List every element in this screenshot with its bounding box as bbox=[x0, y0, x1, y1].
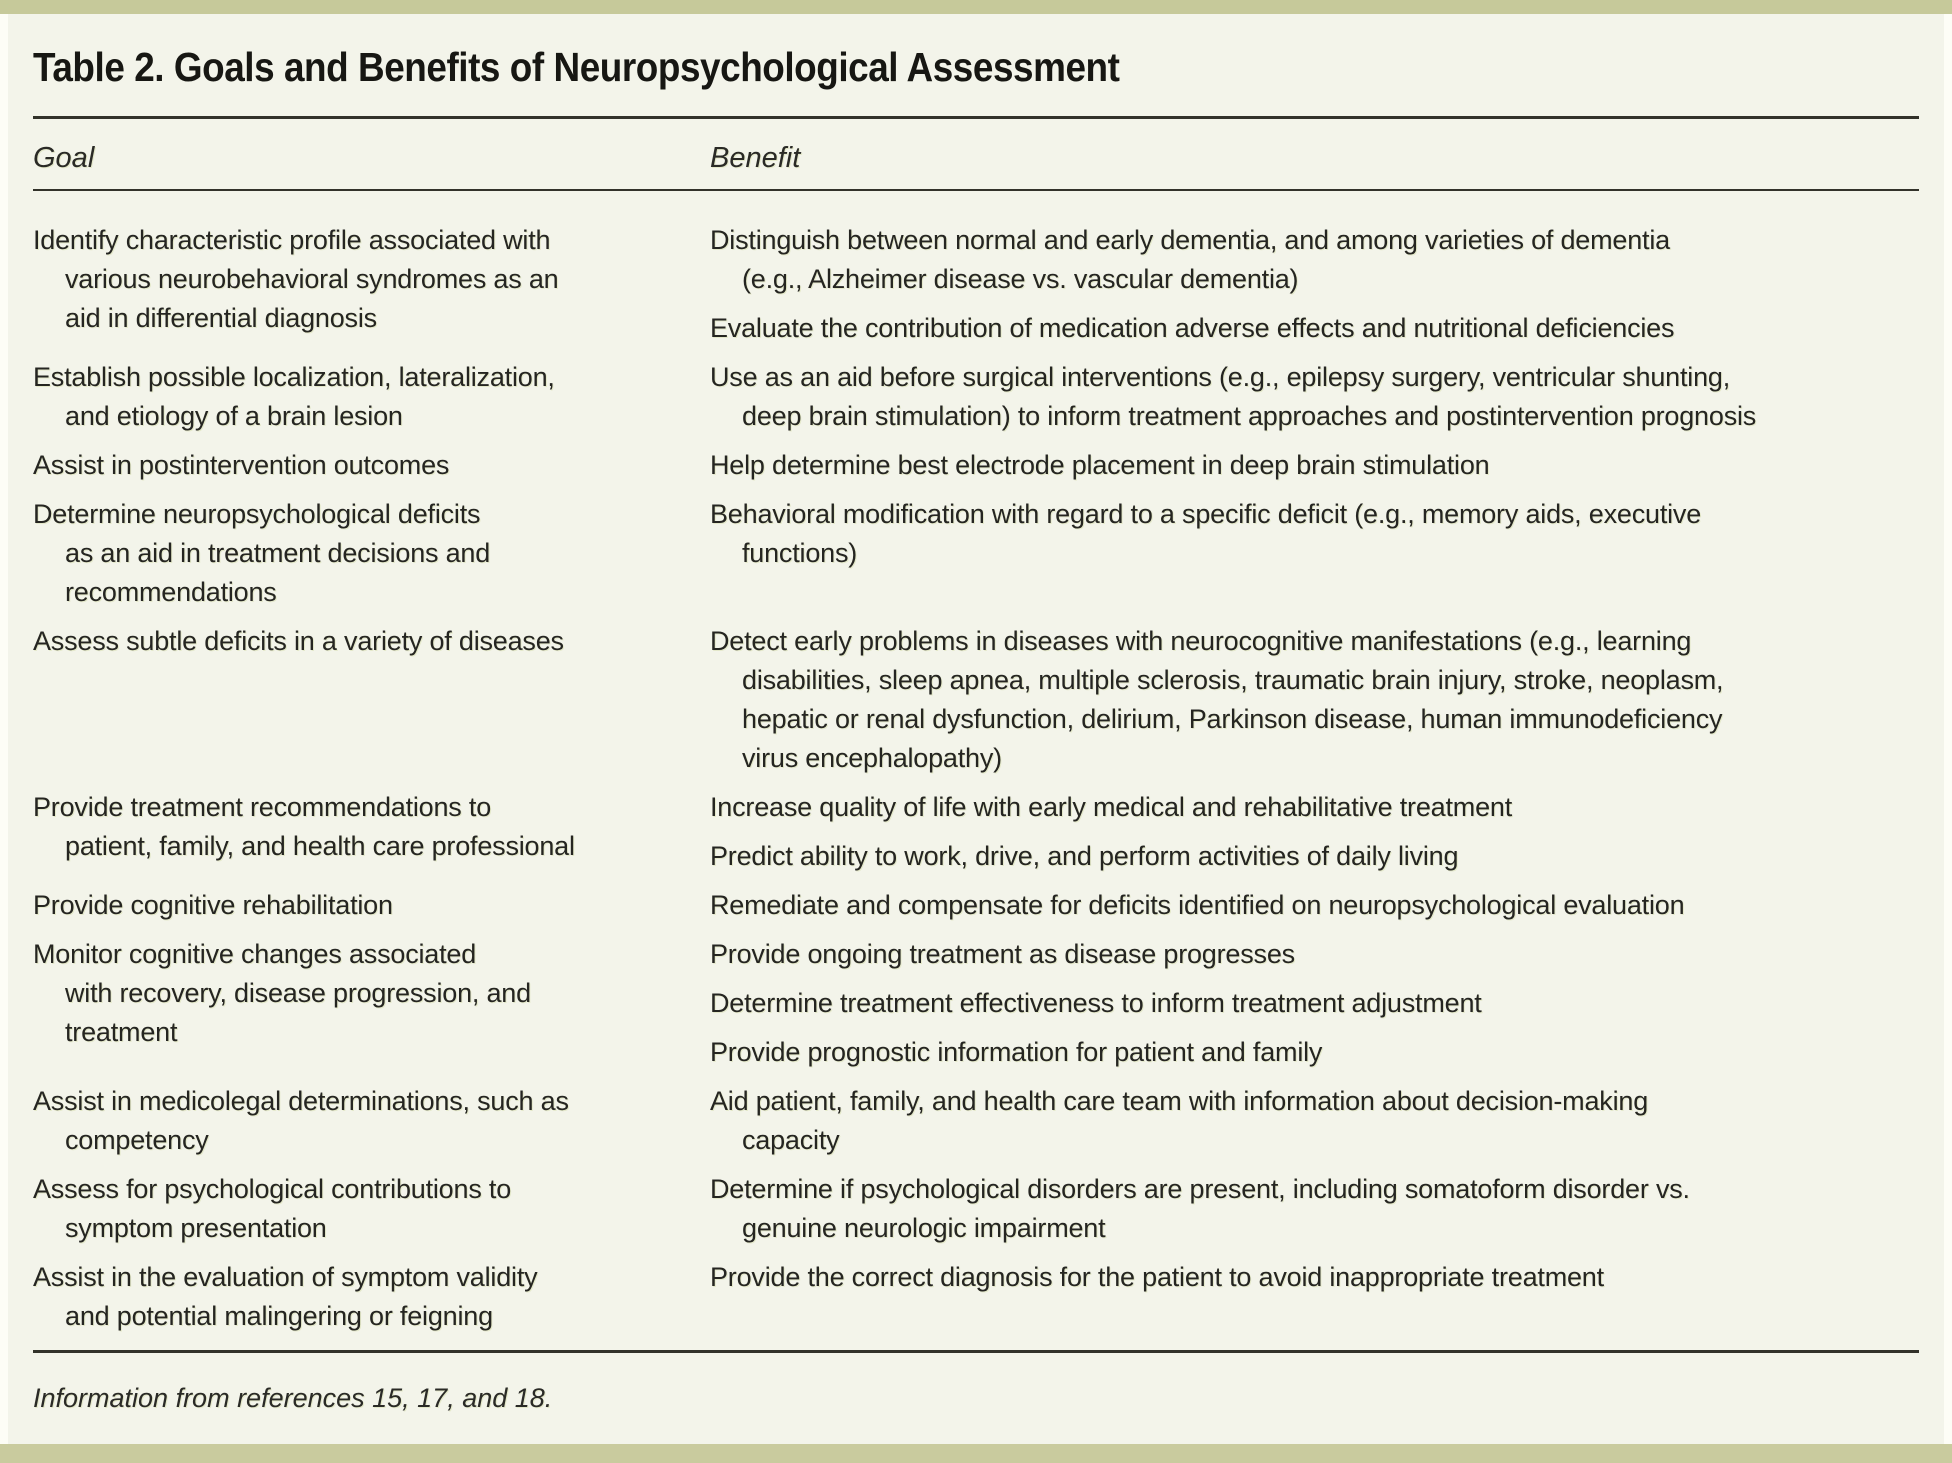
benefit-text bbox=[710, 1082, 1919, 1160]
goal-cell bbox=[33, 1170, 710, 1258]
text-line: Monitor cognitive changes associated bbox=[33, 939, 477, 969]
table-row bbox=[33, 1170, 1919, 1258]
text-line: Provide treatment recommendations to bbox=[33, 792, 492, 822]
text-line: Determine neuropsychological deficits bbox=[33, 499, 481, 529]
benefit-text bbox=[710, 358, 1919, 436]
table-row bbox=[33, 446, 1919, 495]
benefit-text bbox=[710, 837, 1919, 876]
text-line: Provide prognostic information for patient and family bbox=[710, 1037, 1323, 1067]
goal-text bbox=[33, 935, 710, 1052]
text-line: Provide cognitive rehabilitation bbox=[33, 890, 393, 920]
bottom-accent-bar bbox=[0, 1444, 1952, 1463]
text-line: various neurobehavioral syndromes as an bbox=[65, 264, 559, 294]
text-line: Establish possible localization, lateralization, bbox=[33, 362, 555, 392]
goal-text bbox=[33, 1082, 710, 1160]
text-line: Assist in medicolegal determinations, such as bbox=[33, 1086, 569, 1116]
text-line: symptom presentation bbox=[65, 1213, 327, 1243]
benefit-cell bbox=[710, 935, 1919, 1082]
goal-cell bbox=[33, 358, 710, 446]
goal-cell bbox=[33, 495, 710, 622]
benefit-cell bbox=[710, 221, 1919, 358]
text-line: Behavioral modification with regard to a specific deficit (e.g., memory aids, executive bbox=[710, 499, 1702, 529]
benefit-cell bbox=[710, 446, 1919, 495]
table-footnote: Information from references 15, 17, and 18. bbox=[33, 1383, 553, 1413]
text-line: Help determine best electrode placement in deep brain stimulation bbox=[710, 450, 1490, 480]
benefit-column-header: Benefit bbox=[710, 142, 801, 174]
text-line: functions) bbox=[742, 538, 858, 568]
table-row bbox=[33, 1258, 1919, 1346]
text-line: disabilities, sleep apnea, multiple sclerosis, traumatic brain injury, stroke, neoplasm, bbox=[742, 665, 1724, 695]
text-line: capacity bbox=[742, 1125, 840, 1155]
text-line: aid in differential diagnosis bbox=[65, 303, 377, 333]
text-line: Determine treatment effectiveness to inform treatment adjustment bbox=[710, 988, 1482, 1018]
benefit-text bbox=[710, 622, 1919, 778]
text-line: Identify characteristic profile associated with bbox=[33, 225, 551, 255]
benefit-cell bbox=[710, 788, 1919, 886]
text-line: Assess subtle deficits in a variety of diseases bbox=[33, 626, 564, 656]
benefit-text bbox=[710, 1258, 1919, 1297]
text-line: (e.g., Alzheimer disease vs. vascular dementia) bbox=[742, 264, 1299, 294]
table-row bbox=[33, 221, 1919, 358]
text-line: as an aid in treatment decisions and bbox=[65, 538, 491, 568]
text-line: competency bbox=[65, 1125, 209, 1155]
benefit-cell bbox=[710, 1258, 1919, 1307]
goal-text bbox=[33, 358, 710, 436]
goal-cell bbox=[33, 886, 710, 935]
text-line: genuine neurologic impairment bbox=[742, 1213, 1106, 1243]
text-line: and potential malingering or feigning bbox=[65, 1301, 493, 1331]
goal-column-header: Goal bbox=[33, 142, 95, 174]
goal-cell bbox=[33, 1258, 710, 1346]
text-line: Increase quality of life with early medical and rehabilitative treatment bbox=[710, 792, 1513, 822]
text-line: Assist in postintervention outcomes bbox=[33, 450, 450, 480]
goal-text bbox=[33, 221, 710, 338]
benefit-text bbox=[710, 788, 1919, 827]
goal-cell bbox=[33, 446, 710, 495]
benefit-text bbox=[710, 1033, 1919, 1072]
table-panel bbox=[8, 14, 1944, 1444]
text-line: Distinguish between normal and early dementia, and among varieties of dementia bbox=[710, 225, 1670, 255]
text-line: hepatic or renal dysfunction, delirium, Parkinson disease, human immunodeficiency bbox=[742, 704, 1723, 734]
benefit-text bbox=[710, 221, 1919, 299]
text-line: treatment bbox=[65, 1017, 178, 1047]
goal-cell bbox=[33, 622, 710, 671]
benefit-cell bbox=[710, 358, 1919, 446]
text-line: Determine if psychological disorders are present, including somatoform disorder vs. bbox=[710, 1174, 1690, 1204]
goal-cell bbox=[33, 1082, 710, 1170]
text-line: Detect early problems in diseases with neurocognitive manifestations (e.g., learning bbox=[710, 626, 1692, 656]
table-row bbox=[33, 886, 1919, 935]
benefit-cell bbox=[710, 495, 1919, 583]
text-line: Predict ability to work, drive, and perform activities of daily living bbox=[710, 841, 1459, 871]
text-line: with recovery, disease progression, and bbox=[65, 978, 531, 1008]
table-row bbox=[33, 358, 1919, 446]
table-body bbox=[33, 191, 1919, 1346]
benefit-text bbox=[710, 984, 1919, 1023]
text-line: and etiology of a brain lesion bbox=[65, 401, 403, 431]
goal-text bbox=[33, 446, 710, 485]
benefit-text bbox=[710, 1170, 1919, 1248]
table-row bbox=[33, 495, 1919, 622]
text-line: virus encephalopathy) bbox=[742, 743, 1002, 773]
table-row bbox=[33, 788, 1919, 886]
goal-cell bbox=[33, 935, 710, 1062]
text-line: Remediate and compensate for deficits identified on neuropsychological evaluation bbox=[710, 890, 1685, 920]
text-line: recommendations bbox=[65, 577, 277, 607]
text-line: Evaluate the contribution of medication adverse effects and nutritional deficiencies bbox=[710, 313, 1675, 343]
table-row bbox=[33, 935, 1919, 1082]
text-line: Provide ongoing treatment as disease progresses bbox=[710, 939, 1295, 969]
table-title: Table 2. Goals and Benefits of Neuropsychological Assessment bbox=[33, 44, 1120, 90]
text-line: deep brain stimulation) to inform treatment approaches and postintervention prognosis bbox=[742, 401, 1757, 431]
benefit-cell bbox=[710, 886, 1919, 935]
benefit-cell bbox=[710, 622, 1919, 788]
benefit-text bbox=[710, 495, 1919, 573]
goal-cell bbox=[33, 788, 710, 876]
goal-text bbox=[33, 1170, 710, 1248]
goal-cell bbox=[33, 221, 710, 348]
benefit-text bbox=[710, 935, 1919, 974]
column-header-row bbox=[33, 119, 1919, 189]
goal-text bbox=[33, 1258, 710, 1336]
table-row bbox=[33, 1082, 1919, 1170]
benefit-cell bbox=[710, 1082, 1919, 1170]
footer-divider bbox=[33, 1350, 1919, 1353]
goal-text bbox=[33, 495, 710, 612]
text-line: Provide the correct diagnosis for the patient to avoid inappropriate treatment bbox=[710, 1262, 1604, 1292]
table-row bbox=[33, 622, 1919, 788]
text-line: patient, family, and health care professional bbox=[65, 831, 575, 861]
goal-text bbox=[33, 622, 710, 661]
top-accent-bar bbox=[0, 0, 1952, 14]
text-line: Assess for psychological contributions to bbox=[33, 1174, 512, 1204]
benefit-text bbox=[710, 886, 1919, 925]
goal-text bbox=[33, 886, 710, 925]
benefit-text bbox=[710, 309, 1919, 348]
text-line: Use as an aid before surgical interventions (e.g., epilepsy surgery, ventricular shunting, bbox=[710, 362, 1731, 392]
text-line: Aid patient, family, and health care team with information about decision-making bbox=[710, 1086, 1649, 1116]
goal-text bbox=[33, 788, 710, 866]
text-line: Assist in the evaluation of symptom validity bbox=[33, 1262, 538, 1292]
benefit-cell bbox=[710, 1170, 1919, 1258]
benefit-text bbox=[710, 446, 1919, 485]
